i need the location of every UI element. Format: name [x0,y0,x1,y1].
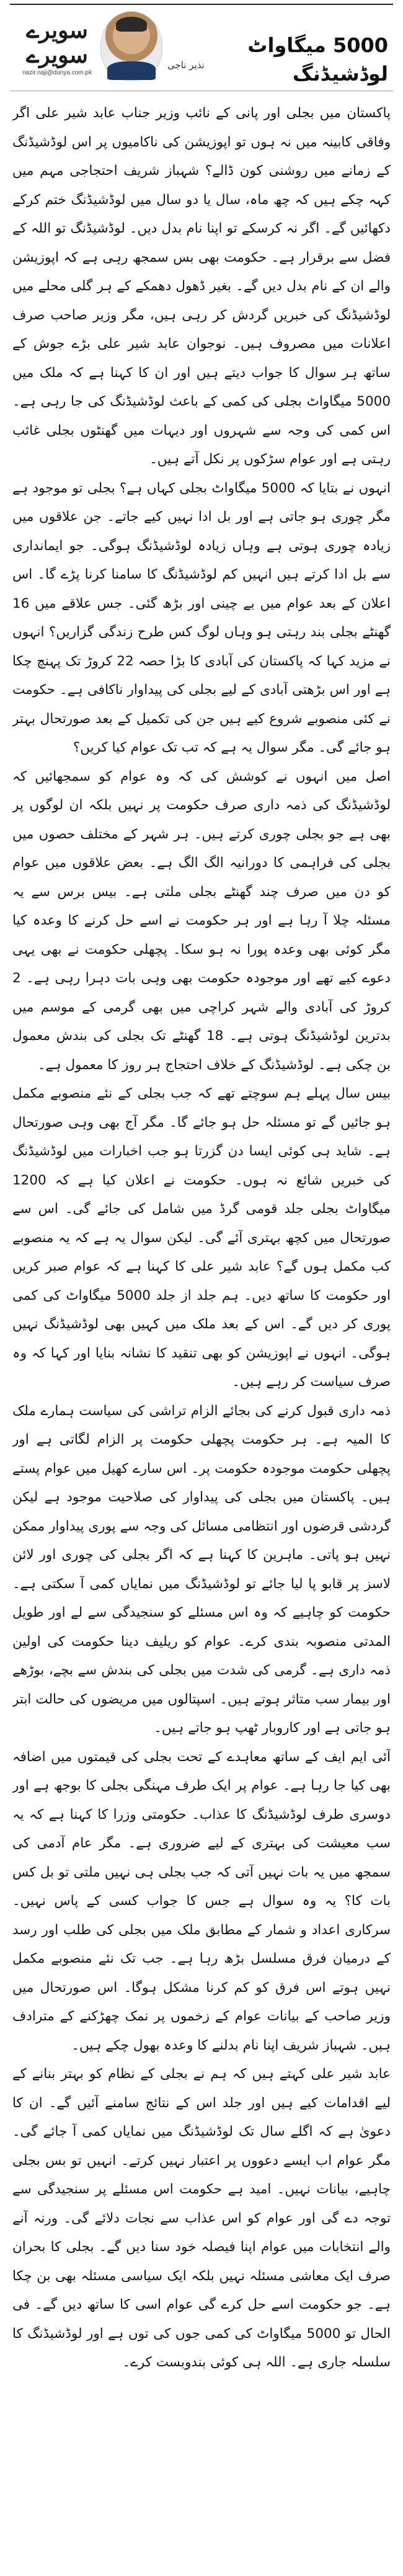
portrait-hair [116,17,147,32]
article-paragraph: اصل میں انہوں نے کوشش کی کہ وہ عوام کو سمجھائیں کہ لوڈشیڈنگ کی ذمہ داری صرف حکومت پر نہیں بلکہ ان لوگوں پر بھی ہے جو بجلی چوری کرتے ہیں۔ ہر شہر کے مختلف حصوں میں بجلی کی فراہمی کا دورانیہ الگ الگ ہے۔ بعض علاقوں میں عوام کو دن میں صرف چند گھنٹے بجلی ملتی ہے۔ بیس برس سے یہ مسئلہ چلا آ رہا ہے اور ہر حکومت نے اسے حل کرنے کا وعدہ کیا مگر کوئی بھی وعدہ پورا نہ ہو سکا۔ پچھلی حکومت نے بھی یہی دعوے کیے تھے اور موجودہ حکومت بھی وہی بات دہرا رہی ہے۔ 2 کروڑ کی آبادی والے شہر کراچی میں بھی گرمی کے موسم میں بدترین لوڈشیڈنگ ہوتی ہے۔ 18 گھنٹے تک بجلی کی بندش معمول بن چکی ہے۔ لوڈشیڈنگ کے خلاف احتجاج ہر روز کا معمول ہے۔ [12,768,391,1073]
brand-line-1: سویرے [26,17,88,43]
brand-line-2: سویرے [26,42,88,68]
article-paragraph: بیس سال پہلے ہم سوچتے تھے کہ جب بجلی کے نئے منصوبے مکمل ہو جائیں گے تو مسئلہ حل ہو جائے گا۔ مگر آج بھی وہی صورتحال ہے۔ شاید ہی کوئی ایسا دن گزرتا ہو جب اخبارات میں لوڈشیڈنگ کی خبریں شائع نہ ہوں۔ حکومت نے اعلان کیا ہے کہ 1200 میگاواٹ بجلی جلد قومی گرڈ میں شامل کی جائے گی۔ اس سے صورتحال میں کچھ بہتری آئے گی۔ لیکن سوال یہ ہے کہ یہ منصوبے کب مکمل ہوں گے؟ عابد شیر علی کا کہنا ہے کہ عوام صبر کریں اور حکومت کا ساتھ دیں۔ ہم جلد از جلد 5000 میگاواٹ کی کمی پوری کر دیں گے۔ اس کے بعد ملک میں کہیں بھی لوڈشیڈنگ نہیں ہوگی۔ انہوں نے اپوزیشن کو بھی تنقید کا نشانہ بنایا اور کہا کہ وہ صرف سیاست کر رہے ہیں۔ [12,1086,391,1390]
author-name: نذیر ناجی [167,60,205,71]
column-brand-logo [15,17,99,77]
top-rule [10,4,393,5]
article-paragraph: انہوں نے بتایا کہ 5000 میگاواٹ بجلی کہاں ہے؟ بجلی تو موجود ہے مگر چوری ہو جاتی ہے اور بل ادا نہیں کیے جاتے۔ جن علاقوں میں زیادہ چوری ہوتی ہے وہاں زیادہ لوڈشیڈنگ ہوگی۔ جو ایمانداری سے بل ادا کرتے ہیں انہیں کم لوڈشیڈنگ کا سامنا کرنا پڑے گا۔ اس اعلان کے بعد عوام میں بے چینی اور بڑھ گئی۔ جس علاقے میں 16 گھنٹے بجلی بند رہتی ہو وہاں لوگ کس طرح زندگی گزاریں؟ انہوں نے مزید کہا کہ پاکستان کی آبادی کا بڑا حصہ 22 کروڑ تک پہنچ چکا ہے اور اس بڑھتی آبادی کے لیے بجلی کی پیداوار ناکافی ہے۔ حکومت نے کئی منصوبے شروع کیے ہیں جن کی تکمیل کے بعد صورتحال بہتر ہو جائے گی۔ مگر سوال یہ ہے کہ تب تک عوام کیا کریں؟ [12,480,391,755]
article-paragraph: پاکستان میں بجلی اور پانی کے نائب وزیر جناب عابد شیر علی اگر وفاقی کابینہ میں نہ ہوں تو اپوزیشن کی ناکامیوں پر اس لوڈشیڈنگ کے زمانے میں روشنی کون ڈالے؟ شہباز شریف احتجاجی مہم میں کہہ چکے ہیں کہ چھ ماہ، سال یا دو سال میں لوڈشیڈنگ ختم کرکے دکھائیں گے۔ اگر نہ کرسکے تو اپنا نام بدل دیں۔ لوڈشیڈنگ تو اللہ کے فضل سے برقرار ہے۔ حکومت بھی بس سمجھ رہی ہے کہ اپوزیشن والے ان کے نام بدل دیں گے۔ بغیر ڈھول دھمکے کے ہر گلی محلے میں لوڈشیڈنگ کی خبریں گردش کر رہی ہیں، مگر وزیر صاحب صرف اعلانات میں مصروف ہیں۔ نوجوان عابد شیر علی بڑے جوش کے ساتھ ہر سوال کا جواب دیتے ہیں اور ان کا کہنا ہے کہ ملک میں 5000 میگاواٹ بجلی کی کمی کے باعث لوڈشیڈنگ کی جا رہی ہے۔ اس کمی کی وجہ سے شہروں اور دیہات میں گھنٹوں بجلی غائب رہتی ہے اور عوام سڑکوں پر نکل آتے ہیں۔ [12,105,391,467]
article-body [12,99,391,2567]
article-headline: 5000 میگاواٹ لوڈشیڈنگ [247,33,388,86]
column-header [0,0,403,93]
author-email: nazir.naji@dunya.com.pk [22,69,92,76]
article-paragraph: عابد شیر علی کہتے ہیں کہ ہم نے بجلی کے نظام کو بہتر بنانے کے لیے اقدامات کیے ہیں اور جلد اس کے نتائج سامنے آئیں گے۔ ان کا دعویٰ ہے کہ اگلے سال تک لوڈشیڈنگ میں نمایاں کمی آ جائے گی۔ مگر عوام اب ایسے دعووں پر اعتبار نہیں کرتے۔ انہیں تو بس بجلی چاہیے، بیانات نہیں۔ امید ہے حکومت اس مسئلے پر سنجیدگی سے توجہ دے گی اور عوام کو اس عذاب سے نجات دلائے گی۔ ورنہ آنے والے انتخابات میں عوام اپنا فیصلہ خود سنا دیں گے۔ بجلی کا بحران صرف ایک معاشی مسئلہ نہیں بلکہ ایک سیاسی مسئلہ بھی بن چکا ہے۔ جو حکومت اسے حل کرے گی عوام اسی کا ساتھ دیں گے۔ فی الحال تو 5000 میگاواٹ کی کمی جوں کی توں ہے اور لوڈشیڈنگ کا سلسلہ جاری ہے۔ اللہ ہی کوئی بندوبست کرے۔ [12,2066,391,2370]
portrait-shirt [107,61,156,80]
author-portrait [100,11,162,81]
article-paragraph: آئی ایم ایف کے ساتھ معاہدے کے تحت بجلی کی قیمتوں میں اضافہ بھی کیا جا رہا ہے۔ عوام پر ایک طرف مہنگی بجلی کا بوجھ ہے اور دوسری طرف لوڈشیڈنگ کا عذاب۔ حکومتی وزرا کا کہنا ہے کہ یہ سب معیشت کی بہتری کے لیے ضروری ہے۔ مگر عام آدمی کی سمجھ میں یہ بات نہیں آتی کہ جب بجلی ہی نہیں ملتی تو بل کس بات کا؟ یہ وہ سوال ہے جس کا جواب کسی کے پاس نہیں۔ سرکاری اعداد و شمار کے مطابق ملک میں بجلی کی طلب اور رسد کے درمیان فرق مسلسل بڑھ رہا ہے۔ جب تک نئے منصوبے مکمل نہیں ہوتے اس فرق کو کم کرنا مشکل ہوگا۔ اس صورتحال میں وزیر صاحب کے بیانات عوام کے زخموں پر نمک چھڑکنے کے مترادف ہیں۔ شہباز شریف اپنا نام بدلنے کا وعدہ بھول چکے ہیں۔ [12,1749,391,2053]
article-paragraph: ذمہ داری قبول کرنے کی بجائے الزام تراشی کی سیاست ہمارے ملک کا المیہ ہے۔ ہر حکومت پچھلی حکومت پر الزام لگاتی ہے اور پچھلی حکومت موجودہ حکومت پر۔ اس سارے کھیل میں عوام پستے ہیں۔ پاکستان میں بجلی کی پیداوار کی صلاحیت موجود ہے لیکن گردشی قرضوں اور انتظامی مسائل کی وجہ سے پوری پیداوار ممکن نہیں ہو پاتی۔ ماہرین کا کہنا ہے کہ اگر بجلی کی چوری اور لائن لاسز پر قابو پا لیا جائے تو لوڈشیڈنگ میں نمایاں کمی آ سکتی ہے۔ حکومت کو چاہیے کہ وہ اس مسئلے کو سنجیدگی سے لے اور طویل المدتی منصوبہ بندی کرے۔ عوام کو ریلیف دینا حکومت کی اولین ذمہ داری ہے۔ گرمی کی شدت میں بجلی کی بندش سے بچے، بوڑھے اور بیمار سب متاثر ہوتے ہیں۔ اسپتالوں میں مریضوں کی حالت ابتر ہو جاتی ہے اور کاروبار ٹھپ ہو جاتے ہیں۔ [12,1403,391,1736]
